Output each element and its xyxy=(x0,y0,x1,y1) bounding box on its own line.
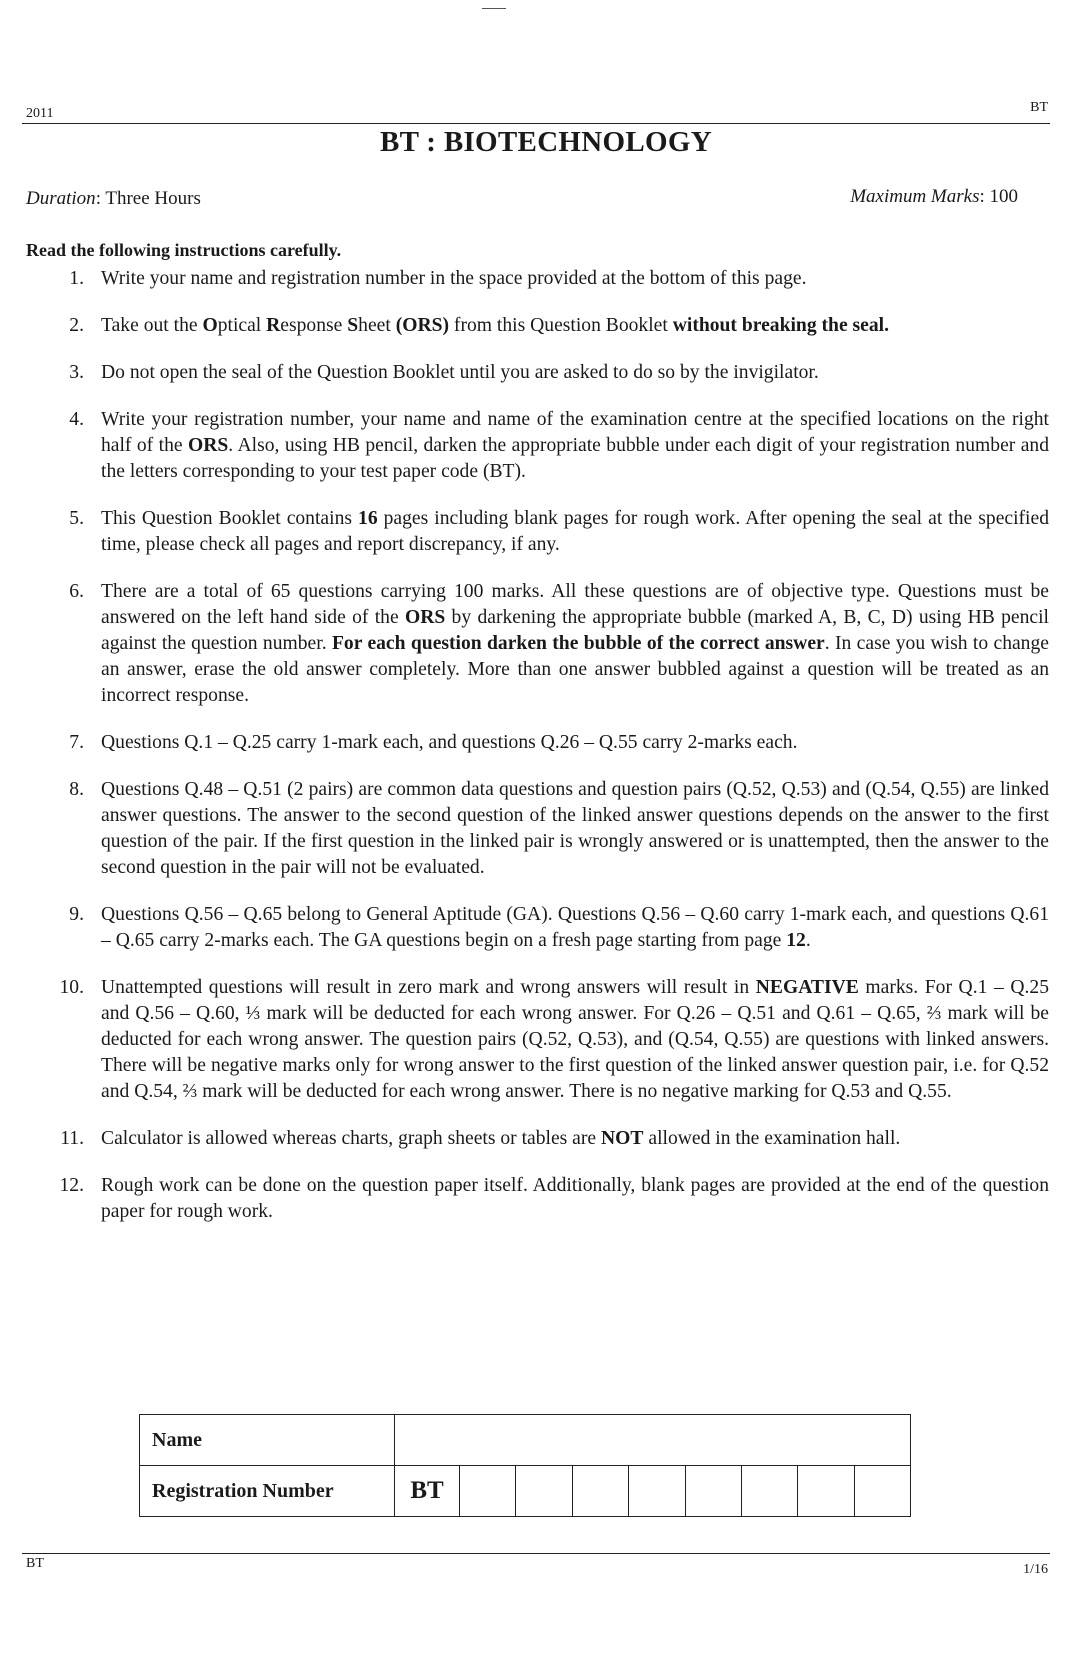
instruction-item xyxy=(0,506,1092,558)
instruction-text: Do not open the seal of the Question Booklet until you are asked to do so by the invigilator. xyxy=(101,362,819,383)
instruction-text: ptical xyxy=(217,315,267,336)
instruction-text: Rough work can be done on the question paper itself. Additionally, blank pages are provided at the end of the question paper for rough work. xyxy=(101,1175,1049,1222)
duration-value: : Three Hours xyxy=(95,188,201,209)
instruction-item xyxy=(0,266,1092,292)
duration xyxy=(26,188,201,210)
instruction-emphasis: (ORS) xyxy=(395,315,450,336)
instruction-text: . Also, using HB pencil, darken the appropriate bubble under each digit of your registration number and the letters corresponding to your test paper code (BT). xyxy=(101,435,1049,482)
instruction-emphasis: For each question darken the bubble of the correct answer xyxy=(331,633,825,654)
registration-digit-box[interactable] xyxy=(854,1466,910,1517)
instruction-emphasis: ORS xyxy=(187,435,229,456)
page-title: BT : BIOTECHNOLOGY xyxy=(380,126,712,158)
name-field[interactable] xyxy=(395,1415,911,1466)
page-number: 1/16 xyxy=(1023,1562,1048,1577)
instruction-emphasis: without breaking the seal. xyxy=(672,315,889,336)
registration-digit-box[interactable] xyxy=(685,1466,741,1517)
instruction-number: 4. xyxy=(69,409,84,430)
instruction-text: Questions Q.48 – Q.51 (2 pairs) are common data questions and question pairs (Q.52, Q.53) and (Q.54, Q.55) are linked answer questions. The answer to the second question of the linked answer questions depends on the answer to the first question of the pair. If the first question in the linked pair is wrongly answered or is unattempted, then the answer to the second question in the pair will not be evaluated. xyxy=(101,779,1049,878)
instruction-item xyxy=(0,730,1092,756)
instruction-text: Calculator is allowed whereas charts, graph sheets or tables are xyxy=(101,1128,601,1149)
instruction-text: pages including blank pages for rough work. After opening the seal at the specified time, please check all pages and report discrepancy, if any. xyxy=(101,508,1049,555)
instruction-number: 5. xyxy=(69,508,84,529)
registration-digit-box[interactable] xyxy=(460,1466,516,1517)
instruction-text: There are a total of 65 questions carrying 100 marks. All these questions are of objective type. Questions must be answered on the left hand side of the xyxy=(101,581,1049,628)
instruction-text: . xyxy=(805,930,811,951)
instruction-emphasis: R xyxy=(266,315,281,336)
instructions-heading: Read the following instructions carefully. xyxy=(26,240,342,260)
instruction-item xyxy=(0,777,1092,881)
registration-digit-box[interactable] xyxy=(572,1466,628,1517)
instruction-number: 7. xyxy=(69,732,84,753)
instructions-list xyxy=(0,266,1092,1246)
instruction-emphasis: S xyxy=(347,315,359,336)
instruction-text: allowed in the examination hall. xyxy=(643,1128,901,1149)
instruction-text: by darkening the appropriate bubble (marked A, B, C, D) using HB pencil against the question number. xyxy=(101,607,1049,654)
registration-row xyxy=(140,1466,911,1517)
instruction-text: Questions Q.56 – Q.65 belong to General Aptitude (GA). Questions Q.56 – Q.60 carry 1-mark each, and questions Q.61 – Q.65 carry 2-marks each. The GA questions begin on a fresh page starting from page xyxy=(101,904,1049,951)
instruction-item xyxy=(0,360,1092,386)
instruction-emphasis: NOT xyxy=(601,1128,644,1149)
instruction-text: . In case you wish to change an answer, erase the old answer completely. More than one answer bubbled against a question will be treated as an incorrect response. xyxy=(101,633,1049,706)
name-label: Name xyxy=(140,1415,395,1466)
instruction-number: 11. xyxy=(60,1128,84,1149)
instruction-text: This Question Booklet contains xyxy=(101,508,359,529)
instruction-item xyxy=(0,975,1092,1105)
instruction-text: esponse xyxy=(280,315,348,336)
instruction-number: 9. xyxy=(69,904,84,925)
instruction-number: 6. xyxy=(69,581,84,602)
instruction-item xyxy=(0,579,1092,709)
header-rule xyxy=(22,123,1050,124)
registration-prefix: BT xyxy=(395,1466,460,1517)
instruction-item xyxy=(0,407,1092,485)
instruction-number: 2. xyxy=(69,315,84,336)
duration-label: Duration xyxy=(26,188,96,209)
registration-digit-box[interactable] xyxy=(516,1466,572,1517)
instruction-text: Take out the xyxy=(101,315,203,336)
maximum-marks xyxy=(850,186,1018,208)
instruction-item xyxy=(0,1173,1092,1225)
registration-digit-box[interactable] xyxy=(741,1466,797,1517)
instruction-number: 8. xyxy=(69,779,84,800)
header-paper-code: BT xyxy=(1030,100,1048,115)
footer-rule xyxy=(22,1553,1050,1554)
instruction-emphasis: 16 xyxy=(358,508,378,529)
maximum-marks-value: : 100 xyxy=(979,186,1018,207)
instruction-item xyxy=(0,902,1092,954)
header-year: 2011 xyxy=(26,106,54,121)
instruction-text: Write your registration number, your name and name of the examination centre at the specified locations on the right half of the xyxy=(101,409,1049,456)
scan-mark xyxy=(482,8,506,9)
instruction-text: Unattempted questions will result in zero mark and wrong answers will result in xyxy=(101,977,756,998)
footer-paper-code: BT xyxy=(26,1556,44,1571)
instruction-emphasis: NEGATIVE xyxy=(755,977,859,998)
instruction-emphasis: O xyxy=(202,315,218,336)
instruction-item xyxy=(0,1126,1092,1152)
registration-digit-box[interactable] xyxy=(629,1466,685,1517)
maximum-marks-label: Maximum Marks xyxy=(850,186,980,207)
instruction-emphasis: ORS xyxy=(404,607,446,628)
instruction-text: marks. For Q.1 – Q.25 and Q.56 – Q.60, ⅓ mark will be deducted for each wrong answer. For Q.26 – Q.51 and Q.61 – Q.65, ⅔ mark will be deducted for each wrong answer. The question pairs (Q.52, Q.53), and (Q.54, Q.55) are questions with linked answers. There will be negative marks only for wrong answer to the first question of the linked answer question pair, i.e. for Q.52 and Q.54, ⅔ mark will be deducted for each wrong answer. There is no negative marking for Q.53 and Q.55. xyxy=(101,977,1050,1102)
instruction-number: 1. xyxy=(69,268,84,289)
instruction-number: 3. xyxy=(69,362,84,383)
registration-digit-box[interactable] xyxy=(798,1466,854,1517)
instruction-text: Questions Q.1 – Q.25 carry 1-mark each, and questions Q.26 – Q.55 carry 2-marks each. xyxy=(101,732,798,753)
registration-label: Registration Number xyxy=(140,1466,395,1517)
instruction-emphasis: 12 xyxy=(786,930,806,951)
instruction-number: 12. xyxy=(59,1175,84,1196)
instruction-text: heet xyxy=(358,315,396,336)
candidate-details-table xyxy=(139,1414,911,1517)
instruction-number: 10. xyxy=(59,977,84,998)
instruction-text: from this Question Booklet xyxy=(449,315,673,336)
instruction-item xyxy=(0,313,1092,339)
instruction-text: Write your name and registration number in the space provided at the bottom of this page. xyxy=(101,268,807,289)
name-row xyxy=(140,1415,911,1466)
